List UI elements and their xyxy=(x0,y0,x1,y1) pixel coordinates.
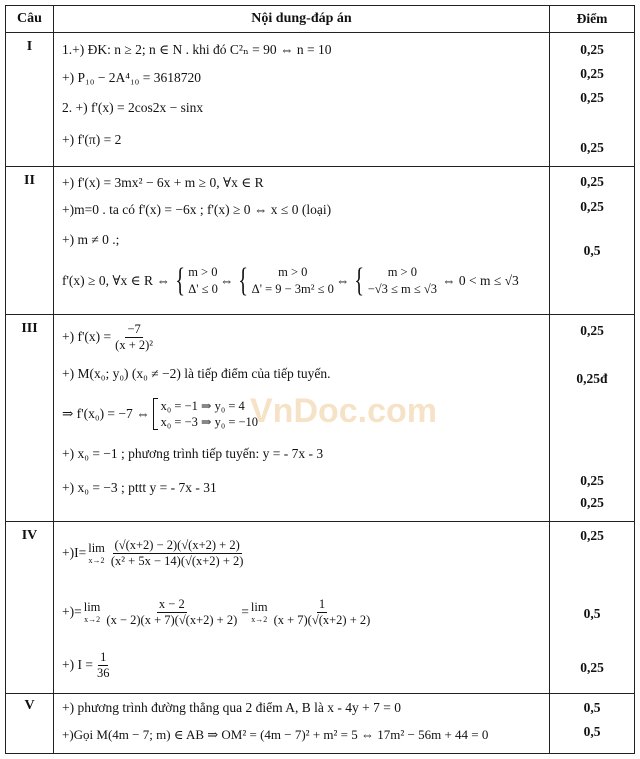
score-value: 0,25 xyxy=(580,66,604,81)
header-score: Điểm xyxy=(550,6,635,33)
system-row: m > 0 xyxy=(278,265,308,279)
score-value: 0,25 xyxy=(580,199,604,214)
content-line: +) phương trình đường thẳng qua 2 điểm A, B là x - 4y + 7 = 0 xyxy=(62,700,401,715)
score-value: 0,25 xyxy=(580,90,604,105)
denominator: (x − 2)(x + 7)(√(x+2) + 2) xyxy=(106,612,238,627)
fraction xyxy=(109,538,246,569)
score-value: 0,25 xyxy=(580,42,604,57)
content-line xyxy=(62,255,549,307)
content-line: +) P₁₀ − 2A⁴₁₀ = 3618720 xyxy=(62,70,202,85)
equiv-symbol: ⇔ xyxy=(219,273,234,288)
score-value: 0,25 xyxy=(580,174,604,189)
system-row: m > 0 xyxy=(188,265,218,279)
content-line xyxy=(62,317,549,357)
case-row: x₀ = −3 ⇒ y₀ = −10 xyxy=(160,415,259,429)
score-value: 0,5 xyxy=(583,724,601,739)
content-line: +) m ≠ 0 .; xyxy=(62,232,120,247)
case-row: x₀ = −1 ⇒ y₀ = 4 xyxy=(160,399,245,413)
section-row-2 xyxy=(6,167,635,315)
fraction xyxy=(272,597,373,628)
section-scores xyxy=(550,33,635,167)
content-line xyxy=(62,582,549,642)
limit-operator: lim x→2 xyxy=(88,541,105,565)
content-line xyxy=(62,391,549,437)
content-line: 1.+) ĐK: n ≥ 2; n ∈ N . khi đó C²ₙ = 90 ⇔ n = 10 xyxy=(62,42,332,57)
formula-prefix: +)I= xyxy=(62,545,87,560)
score-value: 0,25 xyxy=(580,323,604,338)
section-content xyxy=(54,167,550,315)
system-2 xyxy=(235,264,334,298)
fraction xyxy=(104,597,239,628)
system-1 xyxy=(172,264,218,298)
limit-operator: lim x→2 xyxy=(250,600,268,624)
score-value: 0,25 xyxy=(580,528,604,543)
score-value: 0,5 xyxy=(583,700,601,715)
condition-prefix: f'(x) ≥ 0, ∀x ∈ R ⇔ xyxy=(62,273,170,288)
score-value: 0,25 xyxy=(580,660,604,675)
fraction xyxy=(113,322,155,353)
answer-table xyxy=(5,5,635,754)
system-3 xyxy=(351,264,437,298)
brace-glyph: { xyxy=(354,262,365,299)
section-row-3 xyxy=(6,315,635,522)
formula-prefix: +) f'(x) = xyxy=(62,329,112,344)
system-row: Δ' = 9 − 3m² ≤ 0 xyxy=(251,282,334,296)
content-line: +) M(x₀; y₀) (x₀ ≠ −2) là tiếp điểm của tiếp tuyến. xyxy=(62,366,331,381)
denominator: 36 xyxy=(96,665,110,680)
brace-glyph: { xyxy=(175,262,185,299)
formula-prefix: +) I = xyxy=(62,657,93,672)
score-value: 0,5 xyxy=(583,606,601,621)
content-line xyxy=(62,524,549,582)
content-line: +) x₀ = −3 ; pttt y = - 7x - 31 xyxy=(62,480,217,495)
formula-prefix: +)= xyxy=(62,604,82,619)
denominator: (x + 2)² xyxy=(115,337,154,352)
header-question: Câu xyxy=(6,6,54,33)
bracket-glyph xyxy=(153,398,158,430)
formula-prefix: ⇒ f'(x₀) = −7 ⇔ xyxy=(62,406,150,421)
content-line: +) f'(π) = 2 xyxy=(62,132,122,147)
section-scores xyxy=(550,167,635,315)
numerator: 1 xyxy=(100,649,107,664)
section-content xyxy=(54,522,550,694)
equiv-symbol: ⇔ xyxy=(335,273,350,288)
watermark-logo: VnDoc.com xyxy=(250,392,438,430)
content-line: 2. +) f'(x) = 2cos2x − sinx xyxy=(62,100,204,115)
section-row-4 xyxy=(6,522,635,694)
section-scores xyxy=(550,522,635,694)
condition-result: ⇔ 0 < m ≤ √3 xyxy=(441,273,519,288)
header-row xyxy=(6,6,635,33)
section-label: V xyxy=(6,694,54,754)
numerator: x − 2 xyxy=(158,596,185,611)
score-value: 0,25 xyxy=(580,495,604,510)
numerator: 1 xyxy=(318,596,326,611)
content-line: +) x₀ = −1 ; phương trình tiếp tuyến: y = - 7x - 3 xyxy=(62,446,324,461)
system-row: Δ' ≤ 0 xyxy=(188,282,218,296)
system-row: −√3 ≤ m ≤ √3 xyxy=(367,282,437,296)
limit-operator: lim x→2 xyxy=(83,600,101,624)
case-bracket xyxy=(153,398,258,430)
score-value: 0,25 xyxy=(580,140,604,155)
denominator: (x + 7)(√(x+2) + 2) xyxy=(273,612,371,627)
brace-glyph: { xyxy=(238,262,249,299)
fraction xyxy=(95,650,112,681)
denominator: (x² + 5x − 14)(√(x+2) + 2) xyxy=(110,553,244,568)
score-value: 0,25đ xyxy=(576,371,608,386)
content-line: +) f'(x) = 3mx² − 6x + m ≥ 0, ∀x ∈ R xyxy=(62,175,264,190)
section-content xyxy=(54,315,550,522)
content-line xyxy=(62,642,549,688)
numerator: (√(x+2) − 2)(√(x+2) + 2) xyxy=(114,537,240,552)
section-label: IV xyxy=(6,522,54,694)
section-label: I xyxy=(6,33,54,167)
content-line: +)m=0 . ta có f'(x) = −6x ; f'(x) ≥ 0 ⇔ x ≤ 0 (loại) xyxy=(62,202,332,217)
equals-sign: = xyxy=(241,604,249,619)
section-row-1 xyxy=(6,33,635,167)
section-content xyxy=(54,694,550,754)
section-label: III xyxy=(6,315,54,522)
header-content: Nội dung-đáp án xyxy=(54,6,550,33)
content-line: +)Gọi M(4m − 7; m) ∈ AB ⇒ OM² = (4m − 7)² + m² = 5 ⇔ 17m² − 56m + 44 = 0 xyxy=(62,727,489,742)
section-content xyxy=(54,33,550,167)
numerator: −7 xyxy=(127,321,141,336)
score-value: 0,25 xyxy=(580,473,604,488)
answer-sheet xyxy=(5,5,635,755)
system-row: m > 0 xyxy=(387,265,417,279)
section-label: II xyxy=(6,167,54,315)
section-row-5 xyxy=(6,694,635,754)
section-scores xyxy=(550,315,635,522)
score-value: 0,5 xyxy=(583,243,601,258)
section-scores xyxy=(550,694,635,754)
